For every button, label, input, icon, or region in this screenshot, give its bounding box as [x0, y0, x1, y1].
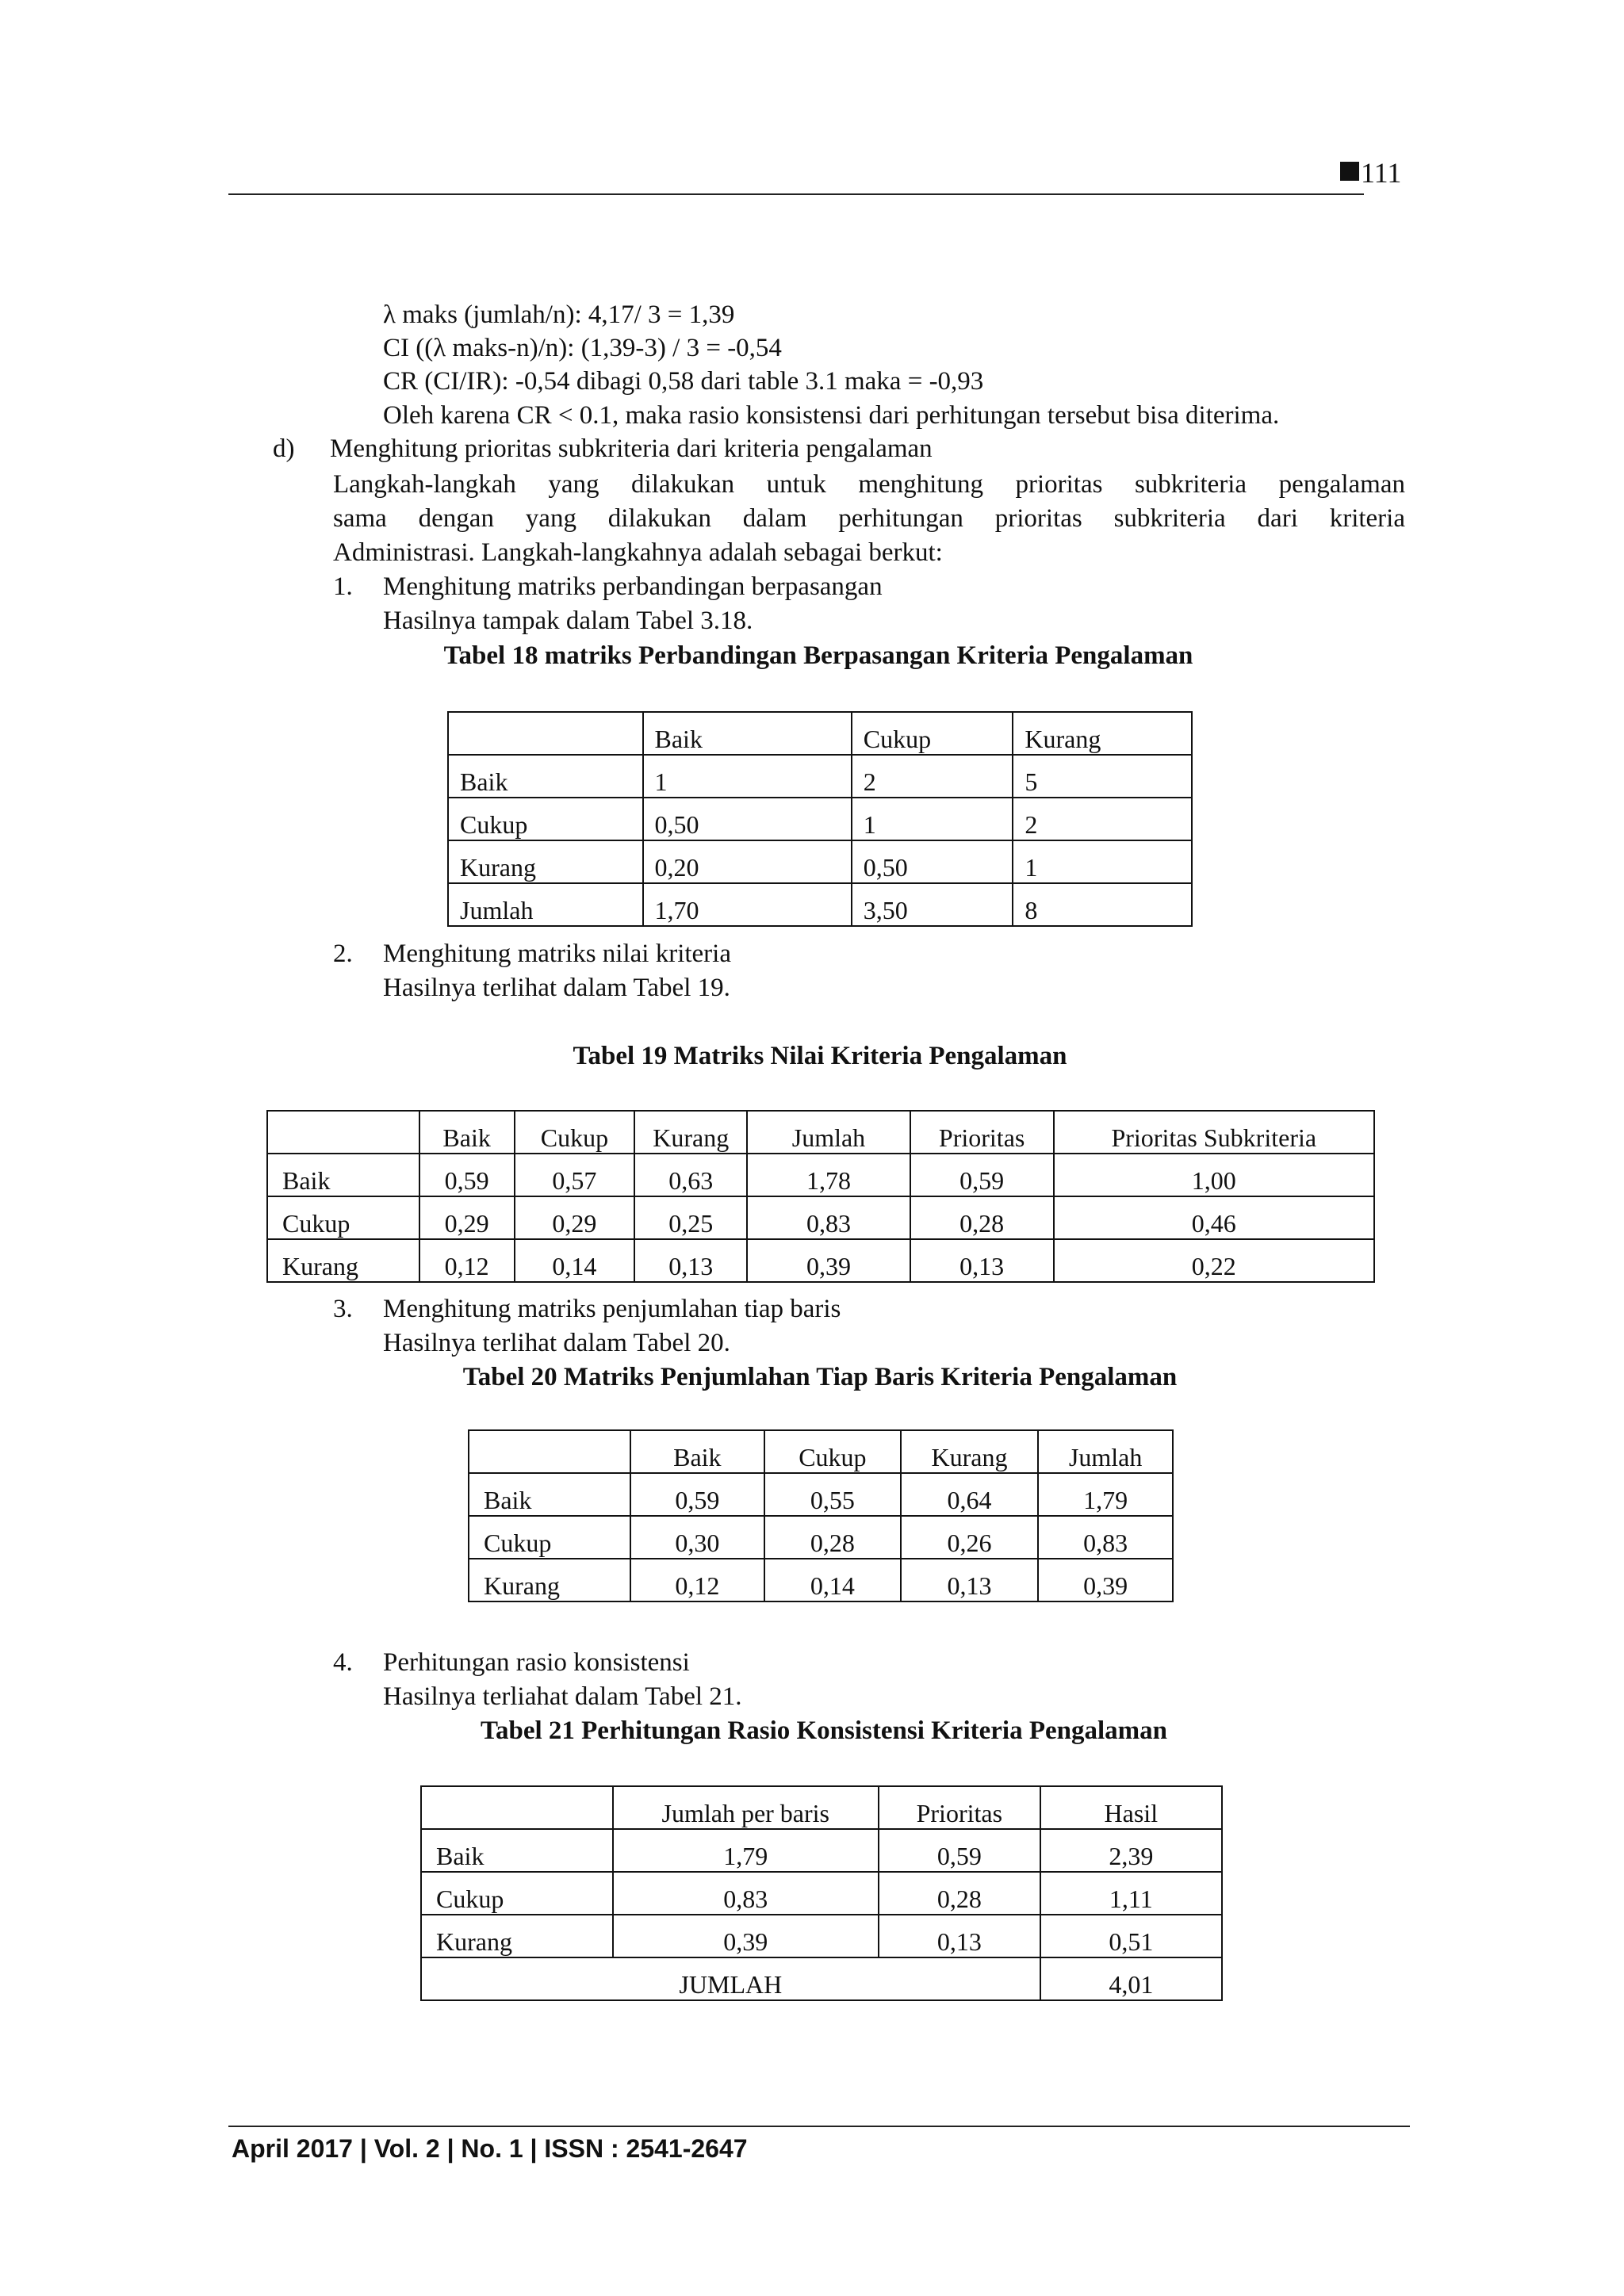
- table-header-cell: Kurang: [901, 1430, 1039, 1473]
- table-cell: 0,59: [879, 1829, 1040, 1872]
- step-4-sub: Hasilnya terliahat dalam Tabel 21.: [383, 1682, 742, 1711]
- table-row: [448, 883, 1192, 926]
- table-cell: Kurang: [267, 1239, 419, 1282]
- table-header-cell: Prioritas: [910, 1111, 1054, 1154]
- table-cell: 0,29: [419, 1196, 515, 1239]
- table-cell: Cukup: [469, 1516, 630, 1559]
- table-header-cell: Jumlah: [747, 1111, 910, 1154]
- table-header-row: [469, 1430, 1173, 1473]
- footer-rule: [228, 2126, 1410, 2127]
- section-d-para-line-2: sama dengan yang dilakukan dalam perhitungan prioritas subkriteria dari kriteria: [333, 504, 1405, 533]
- table-row: [448, 755, 1192, 798]
- step-1-sub: Hasilnya tampak dalam Tabel 3.18.: [383, 607, 753, 635]
- table-cell: 0,14: [764, 1559, 901, 1601]
- table-cell: 0,46: [1054, 1196, 1375, 1239]
- table-row: [448, 798, 1192, 840]
- table-header-cell: Prioritas Subkriteria: [1054, 1111, 1375, 1154]
- table-cell: 0,83: [1038, 1516, 1173, 1559]
- conclusion-line: Oleh karena CR < 0.1, maka rasio konsistensi dari perhitungan tersebut bisa diterima.: [383, 401, 1280, 430]
- step-1-number: 1.: [333, 572, 353, 601]
- table-cell: 0,59: [419, 1154, 515, 1196]
- table-cell: 0,64: [901, 1473, 1039, 1516]
- step-3-number: 3.: [333, 1295, 353, 1323]
- step-4-number: 4.: [333, 1648, 353, 1677]
- table-cell: Kurang: [421, 1915, 613, 1957]
- table-cell: 0,28: [764, 1516, 901, 1559]
- table-header-row: [267, 1111, 1374, 1154]
- table18-caption: Tabel 18 matriks Perbandingan Berpasangan Kriteria Pengalaman: [443, 641, 1193, 670]
- table-cell: 2: [852, 755, 1013, 798]
- table20: [468, 1429, 1174, 1602]
- table-cell: Jumlah: [448, 883, 643, 926]
- square-bullet-icon: [1340, 162, 1359, 181]
- table-row: [421, 1872, 1222, 1915]
- table-header-row: [448, 712, 1192, 755]
- table-cell: 2: [1013, 798, 1192, 840]
- table-header-cell: Jumlah per baris: [613, 1786, 879, 1829]
- table-header-cell: Cukup: [515, 1111, 635, 1154]
- table-cell: 0,12: [630, 1559, 764, 1601]
- table-cell: 0,50: [852, 840, 1013, 883]
- table-cell: 0,30: [630, 1516, 764, 1559]
- step-2-number: 2.: [333, 939, 353, 968]
- table-cell: Baik: [267, 1154, 419, 1196]
- table-cell: Cukup: [421, 1872, 613, 1915]
- step-2-title: Menghitung matriks nilai kriteria: [383, 939, 731, 968]
- table-header-cell: Hasil: [1040, 1786, 1222, 1829]
- table-cell: 0,63: [634, 1154, 747, 1196]
- table-cell: 0,39: [1038, 1559, 1173, 1601]
- table-cell: Cukup: [448, 798, 643, 840]
- table19-caption: Tabel 19 Matriks Nilai Kriteria Pengalaman: [573, 1042, 1067, 1070]
- table-cell: 1,79: [613, 1829, 879, 1872]
- table-cell: 5: [1013, 755, 1192, 798]
- table-header-cell: Prioritas: [879, 1786, 1040, 1829]
- table-total-row: [421, 1957, 1222, 2000]
- table-row: [469, 1559, 1173, 1601]
- table-row: [421, 1829, 1222, 1872]
- table-cell: Baik: [421, 1829, 613, 1872]
- section-d-title: Menghitung prioritas subkriteria dari kriteria pengalaman: [330, 434, 933, 463]
- table19: [266, 1110, 1375, 1283]
- table-cell: 0,50: [643, 798, 852, 840]
- table-header-cell: [267, 1111, 419, 1154]
- table-row: [267, 1239, 1374, 1282]
- table-row: [267, 1196, 1374, 1239]
- table-cell: 0,13: [634, 1239, 747, 1282]
- table-cell: 0,55: [764, 1473, 901, 1516]
- table-cell: 0,12: [419, 1239, 515, 1282]
- table18: [447, 711, 1193, 927]
- table-cell: 0,13: [910, 1239, 1054, 1282]
- table-cell: 1,78: [747, 1154, 910, 1196]
- table-cell: 0,28: [910, 1196, 1054, 1239]
- table-cell: 0,22: [1054, 1239, 1375, 1282]
- page-header: [1340, 155, 1401, 190]
- table-header-cell: [448, 712, 643, 755]
- table-cell: 1,00: [1054, 1154, 1375, 1196]
- table-cell: Kurang: [448, 840, 643, 883]
- table-header-cell: Kurang: [1013, 712, 1192, 755]
- table-cell: 0,14: [515, 1239, 635, 1282]
- step-1-title: Menghitung matriks perbandingan berpasangan: [383, 572, 883, 601]
- step-2-sub: Hasilnya terlihat dalam Tabel 19.: [383, 974, 730, 1002]
- section-d-para-line-1: Langkah-langkah yang dilakukan untuk menghitung prioritas subkriteria pengalaman: [333, 470, 1405, 499]
- table-header-cell: Baik: [643, 712, 852, 755]
- table21-caption: Tabel 21 Perhitungan Rasio Konsistensi Kriteria Pengalaman: [481, 1716, 1167, 1745]
- table-header-row: [421, 1786, 1222, 1829]
- table-cell: 0,25: [634, 1196, 747, 1239]
- cr-line: CR (CI/IR): -0,54 dibagi 0,58 dari table 3.1 maka = -0,93: [383, 367, 984, 396]
- table-cell: 0,59: [630, 1473, 764, 1516]
- step-3-sub: Hasilnya terlihat dalam Tabel 20.: [383, 1329, 730, 1357]
- table-cell: 0,39: [613, 1915, 879, 1957]
- table-row: [448, 840, 1192, 883]
- table21: [420, 1785, 1223, 2001]
- table-cell: 0,39: [747, 1239, 910, 1282]
- table-cell: 0,51: [1040, 1915, 1222, 1957]
- table20-caption: Tabel 20 Matriks Penjumlahan Tiap Baris Kriteria Pengalaman: [462, 1363, 1178, 1391]
- table-cell: Kurang: [469, 1559, 630, 1601]
- table-cell: 3,50: [852, 883, 1013, 926]
- section-d-marker: d): [273, 434, 295, 463]
- table-cell: 0,26: [901, 1516, 1039, 1559]
- table-cell: 0,29: [515, 1196, 635, 1239]
- table-row: [267, 1154, 1374, 1196]
- table-cell: 0,13: [879, 1915, 1040, 1957]
- table-header-cell: Kurang: [634, 1111, 747, 1154]
- header-rule: [228, 193, 1364, 195]
- table-header-cell: Baik: [630, 1430, 764, 1473]
- table-cell: 1: [852, 798, 1013, 840]
- table-cell: 0,83: [747, 1196, 910, 1239]
- ci-line: CI ((λ maks-n)/n): (1,39-3) / 3 = -0,54: [383, 334, 782, 362]
- table-row: [469, 1516, 1173, 1559]
- table-cell: 0,83: [613, 1872, 879, 1915]
- table-cell: 1,70: [643, 883, 852, 926]
- footer-citation: April 2017 | Vol. 2 | No. 1 | ISSN : 2541-2647: [232, 2134, 748, 2163]
- table-header-cell: Cukup: [764, 1430, 901, 1473]
- step-3-title: Menghitung matriks penjumlahan tiap baris: [383, 1295, 841, 1323]
- table-header-cell: Jumlah: [1038, 1430, 1173, 1473]
- table-cell: 0,13: [901, 1559, 1039, 1601]
- table-cell: Baik: [469, 1473, 630, 1516]
- table-cell: 0,57: [515, 1154, 635, 1196]
- table-cell: Baik: [448, 755, 643, 798]
- table-header-cell: Cukup: [852, 712, 1013, 755]
- lambda-max-line: λ maks (jumlah/n): 4,17/ 3 = 1,39: [383, 300, 735, 329]
- table-cell: 2,39: [1040, 1829, 1222, 1872]
- section-d-para-last: Administrasi. Langkah-langkahnya adalah sebagai berkut:: [333, 538, 943, 567]
- table-total-value: 4,01: [1040, 1957, 1222, 2000]
- table-cell: Cukup: [267, 1196, 419, 1239]
- table-cell: 0,28: [879, 1872, 1040, 1915]
- table-row: [469, 1473, 1173, 1516]
- table-total-label: JUMLAH: [421, 1957, 1040, 2000]
- table-header-cell: Baik: [419, 1111, 515, 1154]
- table-cell: 1: [1013, 840, 1192, 883]
- step-4-title: Perhitungan rasio konsistensi: [383, 1648, 690, 1677]
- table-cell: 1: [643, 755, 852, 798]
- table-header-cell: [469, 1430, 630, 1473]
- table-cell: 8: [1013, 883, 1192, 926]
- table-header-cell: [421, 1786, 613, 1829]
- page-number: 111: [1361, 157, 1402, 189]
- table-cell: 0,20: [643, 840, 852, 883]
- table-cell: 1,11: [1040, 1872, 1222, 1915]
- table-cell: 0,59: [910, 1154, 1054, 1196]
- table-row: [421, 1915, 1222, 1957]
- table-cell: 1,79: [1038, 1473, 1173, 1516]
